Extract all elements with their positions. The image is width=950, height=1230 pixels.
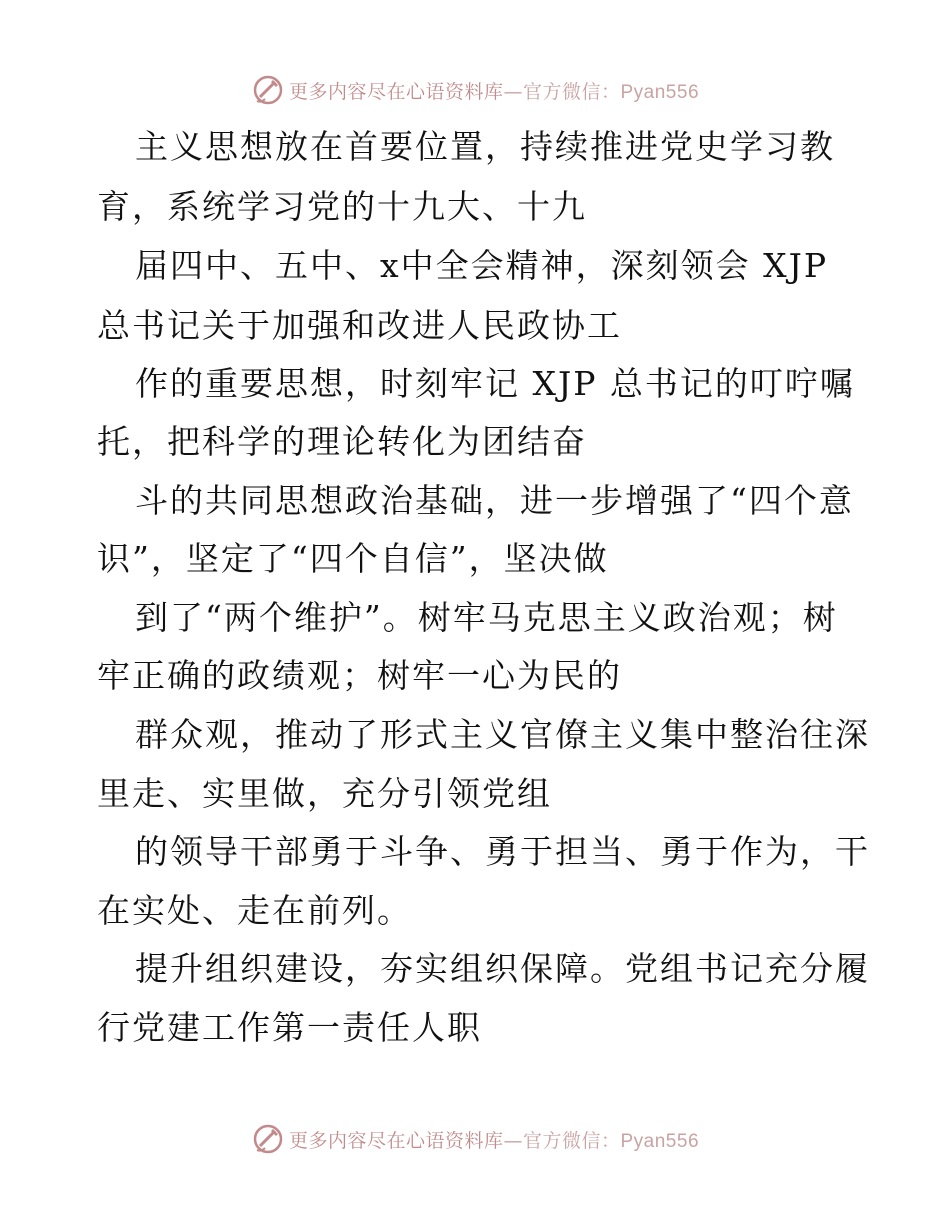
paragraph-line: 育，系统学习党的十九大、十九 (97, 187, 587, 226)
paragraph-line: 提升组织建设，夯实组织保障。党组书记充分履 (135, 949, 870, 988)
paragraph-line: 主义思想放在首要位置，持续推进党史学习教 (135, 127, 835, 166)
watermark-text (289, 1126, 699, 1153)
watermark-separator: — (503, 1129, 523, 1152)
paragraph-line: 作的重要思想，时刻牢记 XJP 总书记的叮咛嘱 (135, 364, 855, 403)
paragraph-line: 的领导干部勇于斗争、勇于担当、勇于作为，干 (135, 832, 870, 871)
paragraph-line: 在实处、走在前列。 (97, 891, 412, 930)
paragraph-line: 届四中、五中、x中全会精神，深刻领会 XJP (135, 246, 829, 285)
paragraph-line: 斗的共同思想政治基础，进一步增强了“四个意 (135, 481, 854, 520)
logo-icon (251, 1122, 285, 1156)
logo-icon (251, 73, 285, 107)
paragraph-line: 群众观，推动了形式主义官僚主义集中整治往深 (135, 715, 870, 754)
header-watermark (0, 70, 950, 110)
watermark-brand: 更多内容尽在心语资料库 (288, 1129, 504, 1152)
paragraph-line: 识”，坚定了“四个自信”，坚决做 (97, 539, 609, 578)
watermark-official: 官方微信： (522, 80, 621, 103)
watermark-official: 官方微信： (522, 1129, 621, 1152)
paragraph-line: 牢正确的政绩观；树牢一心为民的 (97, 656, 622, 695)
paragraph-line: 行党建工作第一责任人职 (97, 1008, 482, 1047)
paragraph-line: 总书记关于加强和改进人民政协工 (97, 306, 622, 345)
watermark-text (289, 77, 699, 104)
watermark-id: Pyan556 (620, 1130, 700, 1152)
paragraph-line: 到了“两个维护”。树牢马克思主义政治观；树 (135, 598, 838, 637)
watermark-separator: — (503, 80, 523, 103)
watermark-brand: 更多内容尽在心语资料库 (288, 80, 504, 103)
paragraph-line: 里走、实里做，充分引领党组 (97, 774, 552, 813)
footer-watermark (0, 1119, 950, 1159)
watermark-id: Pyan556 (620, 81, 700, 103)
paragraph-line: 托，把科学的理论转化为团结奋 (97, 422, 587, 461)
